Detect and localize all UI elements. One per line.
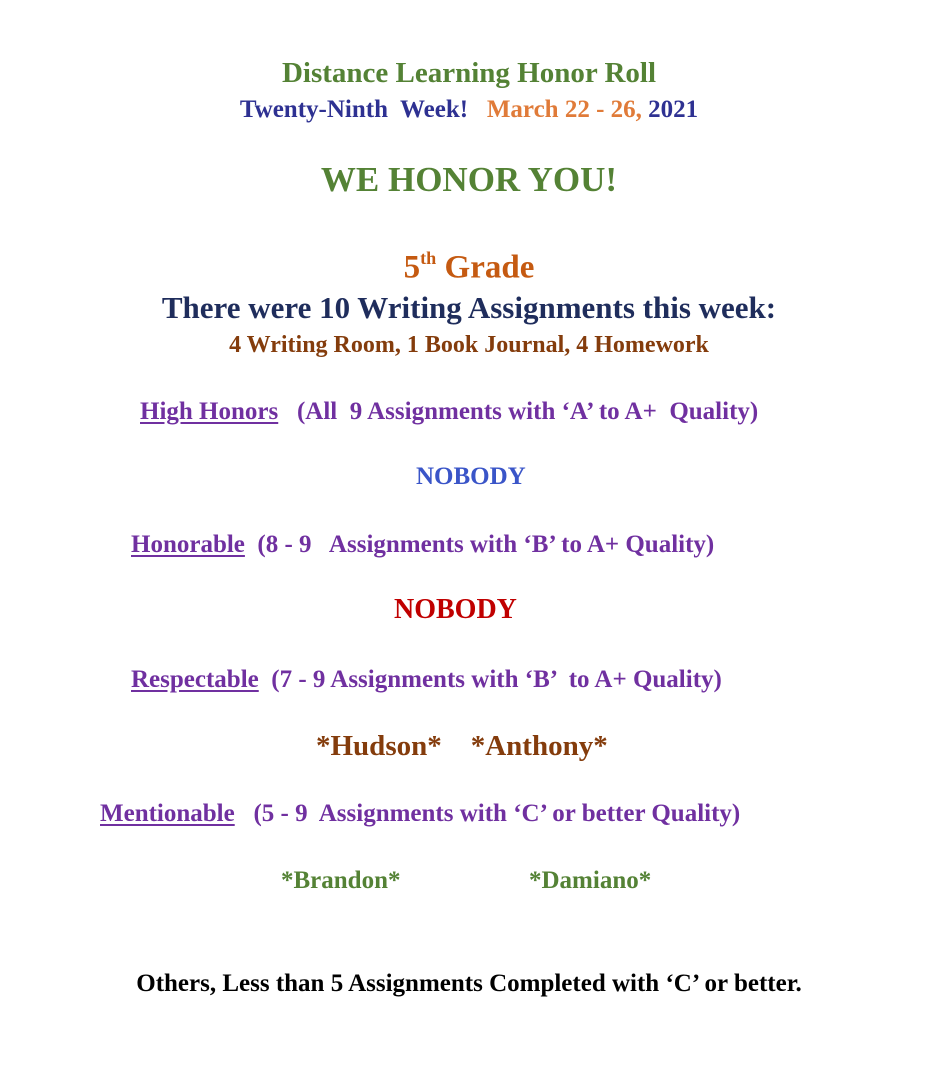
category-criteria: (5 - 9 Assignments with ‘C’ or better Quality) [253, 800, 741, 827]
grade-suffix: th [420, 248, 437, 268]
category-criteria: (8 - 9 Assignments with ‘B’ to A+ Quality) [257, 531, 715, 558]
category-mentionable [100, 801, 740, 826]
honor-banner: WE HONOR YOU! [320, 160, 618, 199]
document-title: Distance Learning Honor Roll [281, 57, 657, 89]
assignments-breakdown: 4 Writing Room, 1 Book Journal, 4 Homework [229, 332, 709, 358]
honorable-students: NOBODY [394, 594, 517, 625]
category-name: High Honors [140, 398, 279, 425]
category-name: Mentionable [100, 800, 235, 827]
grade-heading [0, 249, 938, 285]
student-name: *Hudson* [316, 730, 442, 762]
category-criteria: (7 - 9 Assignments with ‘B’ to A+ Quality) [271, 666, 722, 693]
category-name: Respectable [131, 666, 259, 693]
mentionable-student-1: *Brandon* [281, 867, 401, 894]
respectable-students [316, 732, 608, 761]
category-criteria: (All 9 Assignments with ‘A’ to A+ Quality) [296, 398, 759, 425]
category-name: Honorable [131, 531, 245, 558]
category-honorable [131, 532, 714, 557]
date-range: March 22 - 26, [486, 96, 642, 123]
category-high-honors [140, 399, 758, 424]
grade-label: Grade [444, 249, 535, 286]
week-line [0, 97, 938, 122]
week-label: Twenty-Ninth Week! [239, 96, 469, 123]
student-name: *Anthony* [470, 730, 608, 762]
category-respectable [131, 667, 722, 692]
footer-note: Others, Less than 5 Assignments Completed with ‘C’ or better. [136, 970, 802, 997]
high-honors-students: NOBODY [416, 463, 526, 490]
year: 2021 [648, 96, 699, 123]
assignments-summary: There were 10 Writing Assignments this week: [161, 290, 777, 325]
mentionable-student-2: *Damiano* [529, 867, 652, 894]
grade-number: 5 [403, 249, 421, 286]
